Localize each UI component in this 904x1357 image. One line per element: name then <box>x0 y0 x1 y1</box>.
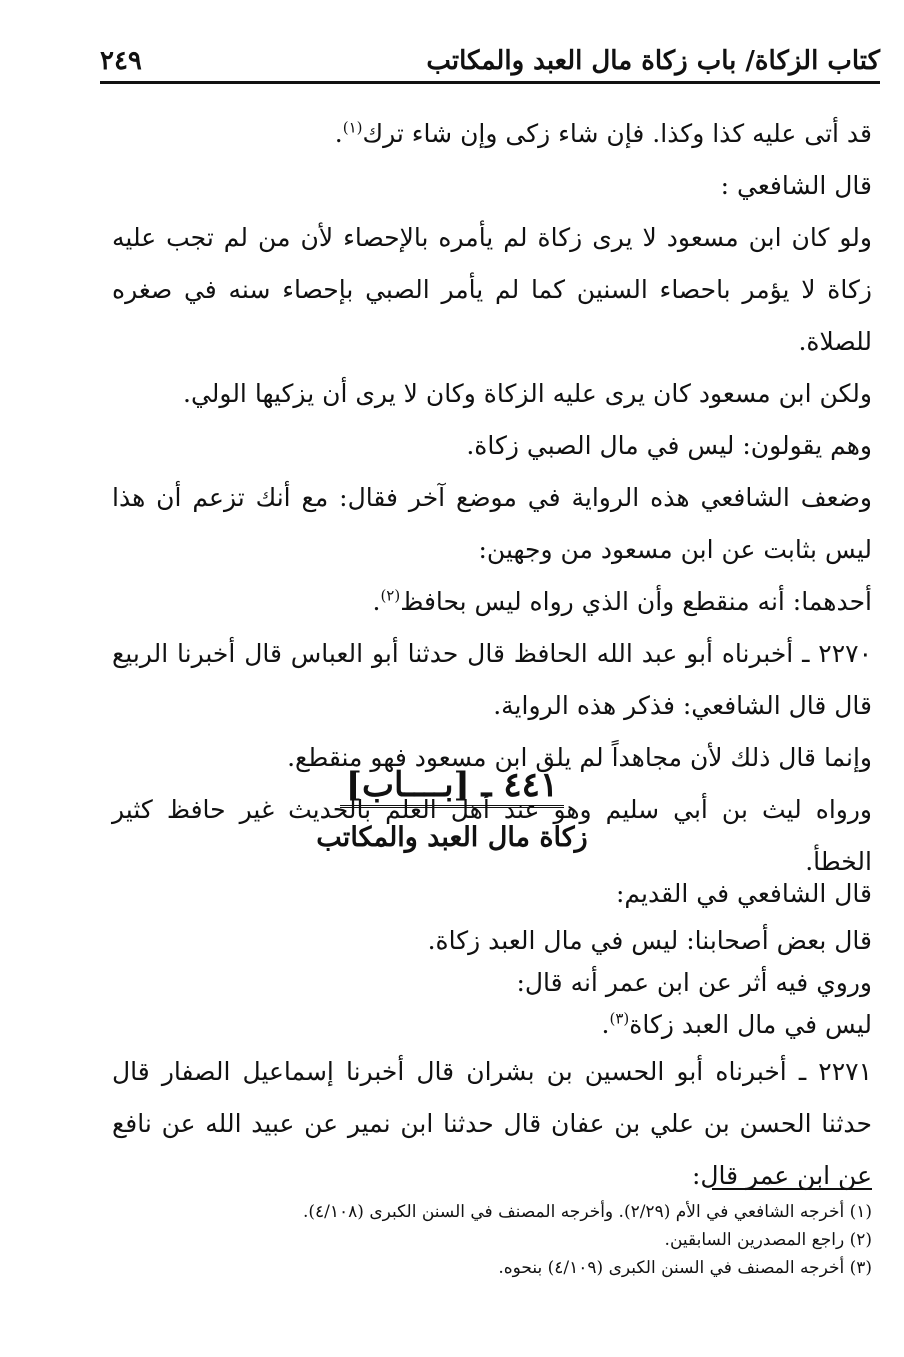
footnote-ref: (٢) <box>380 586 401 605</box>
chapter-heading <box>0 765 904 853</box>
footnote: (٣) أخرجه المصنف في السنن الكبرى (٤/١٠٩) بنحوه. <box>498 1258 872 1278</box>
paragraph: وروي فيه أثر عن ابن عمر أنه قال: <box>516 968 872 997</box>
paragraph: قال الشافعي في القديم: <box>615 879 872 908</box>
paragraph: وإنما قال ذلك لأن مجاهداً لم يلق ابن مسعود فهو منقطع. <box>287 743 872 772</box>
paragraph: أحدهما: أنه منقطع وأن الذي رواه ليس بحافظ$^{(٢)}$. <box>372 586 872 616</box>
footnote: (١) أخرجه الشافعي في الأم (٢/٢٩). وأخرجه المصنف في السنن الكبرى (٤/١٠٨). <box>302 1202 872 1222</box>
paragraph: وهم يقولون: ليس في مال الصبي زكاة. <box>466 431 872 460</box>
paragraph: قال الشافعي : <box>720 171 872 200</box>
chapter-number: ٤٤١ ـ [بــــاب] <box>340 765 564 808</box>
page-number: ٢٤٩ <box>100 45 142 76</box>
footnote-ref: (٣) <box>609 1009 630 1028</box>
paragraph: ليس في مال العبد زكاة$^{(٣)}$. <box>601 1009 872 1039</box>
footnotes <box>112 1198 872 1282</box>
paragraph: ولو كان ابن مسعود لا يرى زكاة لم يأمره بالإحصاء لأن من لم تجب عليه زكاة لا يؤمر باحصاء السنين كما لم يأمر الصبي بإحصاء سنه في صغره للصلاة. <box>112 223 872 356</box>
hadith-paragraph: ٢٢٧٠ ـ أخبرناه أبو عبد الله الحافظ قال حدثنا أبو العباس قال أخبرنا الربيع قال قال الشافعي: فذكر هذه الرواية. <box>112 639 872 720</box>
footnote-ref: (١) <box>342 118 363 137</box>
main-text-continued <box>112 868 872 1202</box>
paragraph: قال بعض أصحابنا: ليس في مال العبد زكاة. <box>427 926 872 955</box>
paragraph: قد أتى عليه كذا وكذا. فإن شاء زكى وإن شاء ترك$^{(١)}$. <box>334 118 872 148</box>
header-title: كتاب الزكاة/ باب زكاة مال العبد والمكاتب <box>426 45 880 76</box>
hadith-paragraph: ٢٢٧١ ـ أخبرناه أبو الحسين بن بشران قال أخبرنا إسماعيل الصفار قال حدثنا الحسن بن علي بن عفان قال حدثنا ابن نمير عن عبيد الله عن نافع عن ابن عمر قال: <box>112 1057 872 1190</box>
footnote: (٢) راجع المصدرين السابقين. <box>664 1230 872 1250</box>
running-header <box>100 40 880 84</box>
paragraph: وضعف الشافعي هذه الرواية في موضع آخر فقال: مع أنك تزعم أن هذا ليس بثابت عن ابن مسعود من وجهين: <box>112 483 872 564</box>
chapter-subtitle: زكاة مال العبد والمكاتب <box>316 822 588 853</box>
footnote-divider <box>712 1188 872 1190</box>
paragraph: ورواه ليث بن أبي سليم وهو عند أهل العلم بالحديث غير حافظ كثير الخطأ. <box>112 795 872 876</box>
paragraph: ولكن ابن مسعود كان يرى عليه الزكاة وكان لا يرى أن يزكيها الولي. <box>183 379 872 408</box>
